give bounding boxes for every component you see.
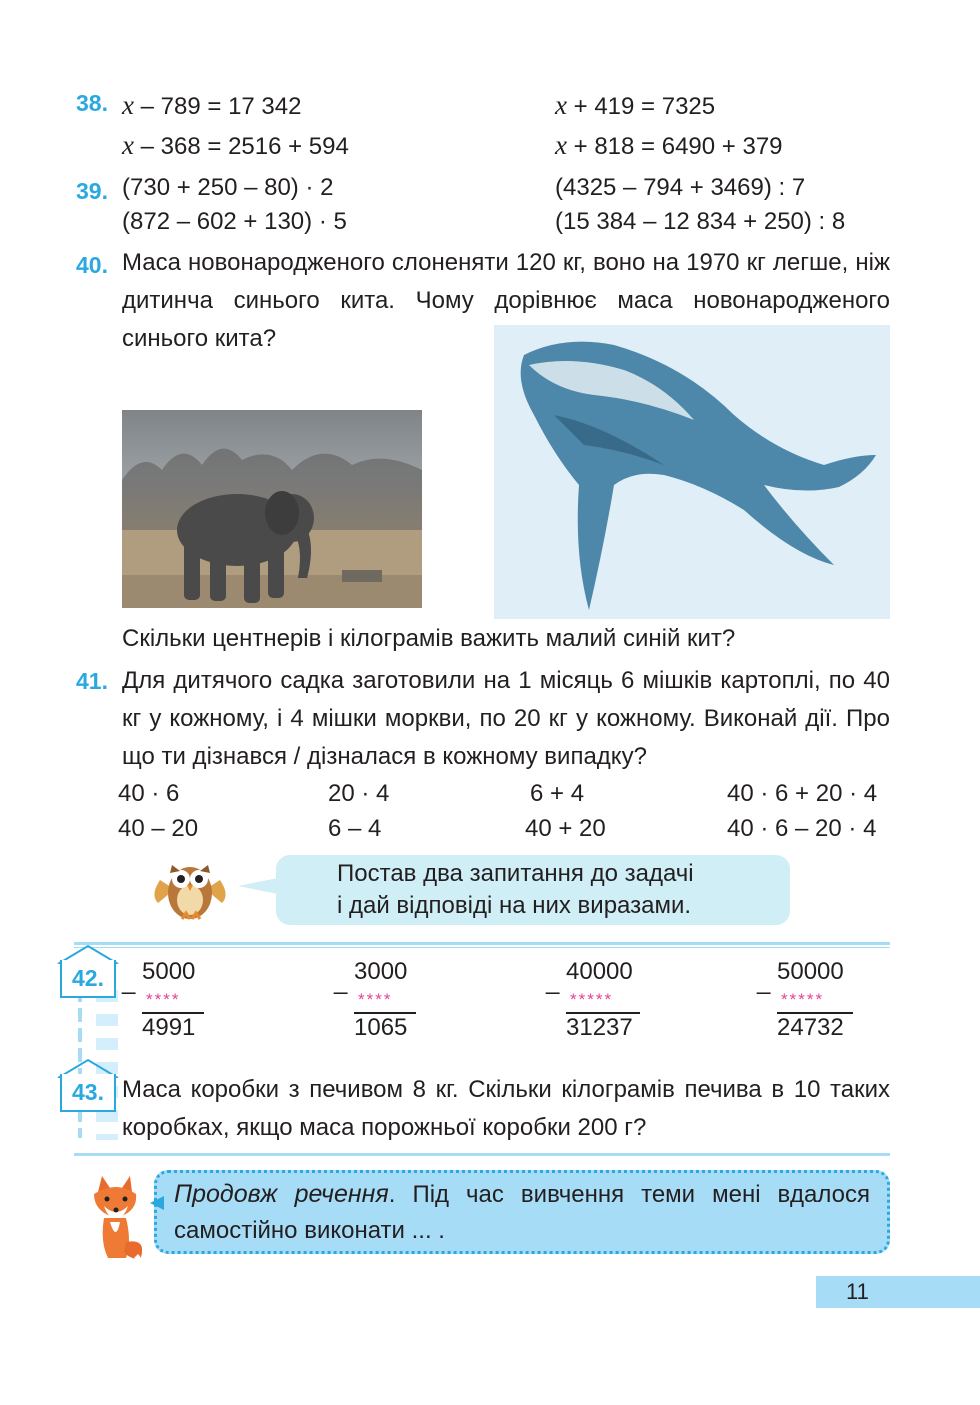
expression-39-2: (872 – 602 + 130) · 5 [122,208,347,235]
exercise-40-text: Маса новонародженого слоненяти 120 кг, воно на 1970 кг легше, ніж дитинча синього кита. Чому дорівнює маса новонародженого синього кита? [122,249,890,352]
fox-icon [80,1172,150,1262]
page-number: 11 [846,1279,869,1304]
expression-39-3: (4325 – 794 + 3469) : 7 [555,174,806,201]
tip-text: Постав два запитання до задачі і дай відповіді на них виразами. [337,860,694,919]
exercise-39-number: 39. [76,178,108,204]
page-number-tab [816,1276,980,1308]
exercise-40-number: 40. [76,252,108,278]
expression-41-8: 40 · 6 – 20 · 4 [727,815,877,842]
equation-38-2: x – 368 = 2516 + 594 [122,130,349,160]
exercise-41-text: Для дитячого садка заготовили на 1 місяць 6 мішків картоплі, по 40 кг у кожному, і 4 мішки моркви, по 20 кг у кожному. Виконай дії. Про що ти дізнався / дізналася в кожному випадку? [122,667,890,770]
expression-39-1: (730 + 250 – 80) · 2 [122,174,334,201]
equation-38-4: x + 818 = 6490 + 379 [555,130,783,160]
equation-38-1: x – 789 = 17 342 [122,90,302,120]
expression-41-6: 6 – 4 [328,815,382,842]
elephant-photo [122,410,422,608]
exercise-43-text: Маса коробки з печивом 8 кг. Скільки кілограмів печива в 10 таких коробках, якщо маса порожньої коробки 200 г? [122,1076,890,1141]
expression-41-7: 40 + 20 [525,815,606,842]
homework-bottom-rule [74,1153,890,1156]
equation-38-3: x + 419 = 7325 [555,90,716,120]
exercise-41-number: 41. [76,668,108,694]
homework-top-rule [74,942,890,945]
reflection-text: Продовж речення. Під час вивчення теми мені вдалося самостійно виконати ... . [174,1180,870,1244]
expression-39-4: (15 384 – 12 834 + 250) : 8 [555,208,846,235]
exercise-38-number: 38. [76,90,108,116]
exercise-43-number: 43. [60,1074,116,1112]
blue-whale-picture [494,325,890,619]
reflection-box-tail [150,1196,164,1210]
exercise-40-question: Скільки центнерів і кілограмів важить малий синій кит? [122,625,736,652]
elephant-icon [122,410,422,608]
expression-41-4: 40 · 6 + 20 · 4 [727,780,878,807]
homework-top-rule-thin [74,947,890,948]
expression-41-3: 6 + 4 [530,780,585,807]
expression-41-2: 20 · 4 [328,780,390,807]
expression-41-5: 40 – 20 [118,815,199,842]
owl-icon [150,855,230,925]
tip-bubble-tail [238,878,278,894]
expression-41-1: 40 · 6 [118,780,180,807]
exercise-42-number: 42. [60,960,116,998]
whale-icon [494,325,890,619]
